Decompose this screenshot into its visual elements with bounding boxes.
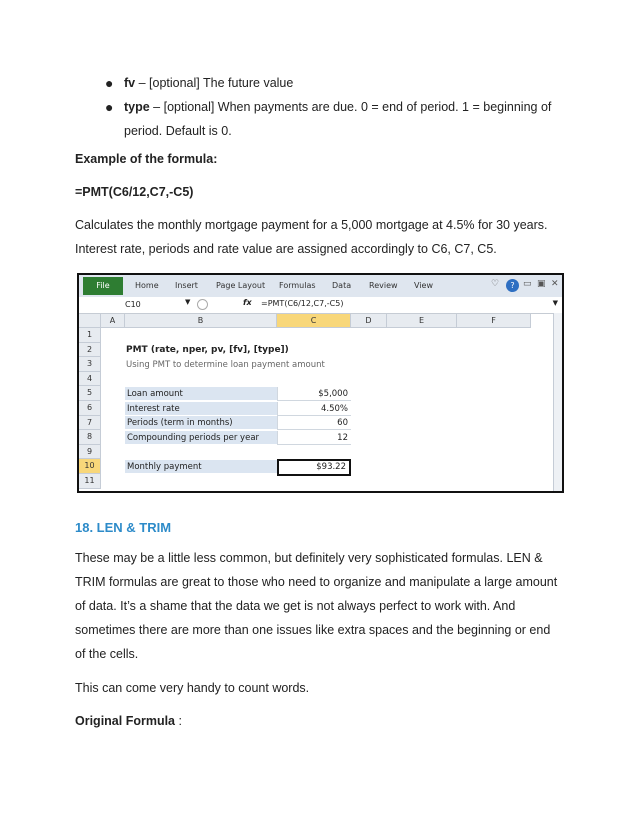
cancel-icon: [197, 299, 208, 310]
tab-insert: Insert: [175, 281, 198, 290]
column-header: A: [101, 314, 125, 328]
original-formula-label: [75, 714, 182, 728]
column-header: F: [457, 314, 531, 328]
bullet-text: – [optional] When payments are due. 0 = end of period. 1 = beginning of: [149, 100, 552, 114]
tab-page-layout: Page Layout: [216, 281, 266, 290]
result-label: Monthly payment: [125, 460, 277, 474]
formula-content: =PMT(C6/12,C7,-C5): [261, 299, 344, 308]
tab-formulas: Formulas: [279, 281, 316, 290]
tab-review: Review: [369, 281, 398, 290]
row-header: 5: [79, 386, 101, 401]
input-value: $5,000: [277, 387, 351, 401]
row-header: 9: [79, 445, 101, 460]
row-header: 3: [79, 357, 101, 372]
section-heading: 18. LEN & TRIM: [75, 520, 172, 535]
restore-icon: ▣: [537, 279, 546, 289]
tab-home: Home: [135, 281, 159, 290]
bullet-dot: ●: [105, 99, 114, 115]
tab-view: View: [414, 281, 433, 290]
row-header: 10: [79, 459, 101, 474]
column-header: E: [387, 314, 457, 328]
row-header: 8: [79, 430, 101, 445]
sheet-title: PMT (rate, nper, pv, [fv], [type]): [126, 345, 289, 355]
collapse-ribbon-icon: ♡: [491, 279, 500, 289]
body-line: These may be a little less common, but definitely very sophisticated formulas. LEN &: [75, 551, 543, 565]
tab-data: Data: [332, 281, 352, 290]
original-formula-bold: Original Formula: [75, 714, 176, 728]
select-all-corner: [79, 314, 101, 328]
minimize-icon: ▭: [523, 279, 532, 289]
body-line: TRIM formulas are great to those who need to organize and manipulate a large amount: [75, 575, 558, 589]
row-header: 11: [79, 474, 101, 489]
bullet-text: – [optional] The future value: [135, 76, 294, 90]
count-words-text: This can come very handy to count words.: [75, 681, 310, 695]
column-header: B: [125, 314, 277, 328]
bullet-dot: ●: [105, 75, 114, 91]
description-line: Calculates the monthly mortgage payment for a 5,000 mortgage at 4.5% for 30 years.: [75, 218, 548, 232]
close-icon: ✕: [551, 279, 559, 289]
input-value: 60: [277, 416, 351, 430]
expand-formula-bar-icon: ▼: [552, 299, 558, 307]
original-formula-suffix: :: [175, 714, 182, 728]
example-heading: Example of the formula:: [75, 152, 218, 166]
row-header: 6: [79, 401, 101, 416]
bullet-text: period. Default is 0.: [124, 124, 232, 138]
row-header: 4: [79, 372, 101, 387]
input-value: 4.50%: [277, 402, 351, 416]
input-value: 12: [277, 431, 351, 445]
input-label: Loan amount: [125, 387, 277, 401]
spreadsheet-screenshot: [77, 273, 564, 493]
formula-bar: [79, 297, 562, 314]
body-line: sometimes there are more than one issues like extra spaces and the beginning or end: [75, 623, 551, 637]
column-header: C: [277, 314, 351, 328]
chevron-down-icon: ▼: [185, 298, 191, 306]
body-line: of the cells.: [75, 647, 139, 661]
ribbon: [79, 275, 562, 298]
formula-example: =PMT(C6/12,C7,-C5): [75, 185, 194, 199]
input-label: Interest rate: [125, 402, 277, 416]
row-header: 7: [79, 416, 101, 431]
input-label: Periods (term in months): [125, 416, 277, 430]
row-header: 2: [79, 343, 101, 358]
fx-icon: fx: [243, 298, 252, 307]
description-line: Interest rate, periods and rate value are assigned accordingly to C6, C7, C5.: [75, 242, 497, 256]
tab-file: File: [83, 277, 123, 295]
bullet-term: type: [124, 100, 150, 114]
body-line: of data. It’s a shame that the data we get is not always perfect to work with. And: [75, 599, 516, 613]
help-icon: ?: [506, 279, 519, 292]
name-box: C10: [125, 300, 141, 309]
vertical-scrollbar: [553, 313, 562, 491]
bullet-term: fv: [124, 76, 136, 90]
sheet-subtitle: Using PMT to determine loan payment amount: [126, 360, 325, 370]
row-header: 1: [79, 328, 101, 343]
column-header: D: [351, 314, 387, 328]
input-label: Compounding periods per year: [125, 431, 277, 445]
result-value: $93.22: [277, 459, 351, 476]
